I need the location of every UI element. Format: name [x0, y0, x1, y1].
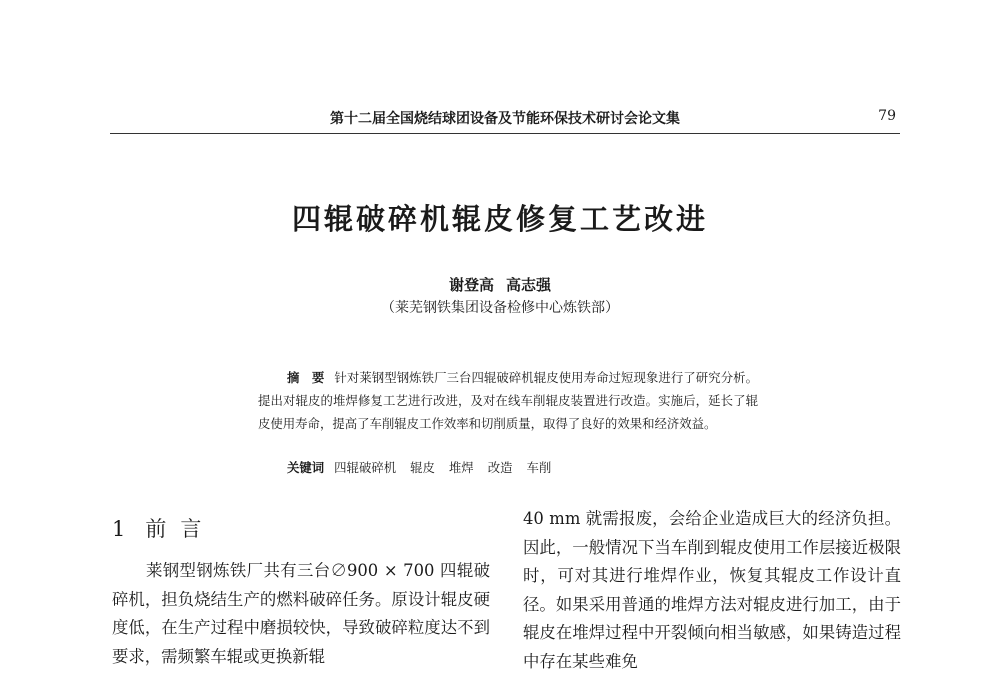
section-heading: [112, 513, 215, 543]
journal-title: 第十二届全国烧结球团设备及节能环保技术研讨会论文集: [330, 111, 680, 127]
keyword: 四辊破碎机: [334, 460, 397, 475]
left-column: [112, 557, 490, 671]
section-number: 1: [112, 517, 126, 541]
keyword: 改造: [487, 460, 513, 475]
authors: [0, 274, 1000, 295]
keyword: 堆焊: [448, 460, 474, 475]
abstract-label: 摘 要: [287, 370, 325, 385]
keywords: [287, 458, 565, 476]
keywords-label: 关键词: [287, 460, 325, 475]
section-title: 前言: [145, 517, 216, 541]
page-number: 79: [878, 108, 896, 124]
body-paragraph: 40 mm 就需报废，会给企业造成巨大的经济负担。因此，一般情况下当车削到辊皮使用工作层接近极限时，可对其进行堆焊作业，恢复其辊皮工作设计直径。如果采用普通的堆焊方法对辊皮进行加工，由于辊皮在堆焊过程中开裂倾向相当敏感，如果铸造过程中存在某些难免: [523, 509, 901, 671]
keyword: 辊皮: [410, 460, 435, 475]
keyword: 车削: [526, 460, 552, 475]
abstract: [258, 366, 758, 435]
right-column: [523, 505, 901, 676]
author-2: 高志强: [506, 276, 552, 294]
body-paragraph: 莱钢型钢炼铁厂共有三台∅900 × 700 四辊破碎机，担负烧结生产的燃料破碎任务。原设计辊皮硬度低，在生产过程中磨损较快，导致破碎粒度达不到要求，需频繁车辊或更换新辊: [112, 561, 490, 666]
header-rule: [110, 133, 900, 134]
author-1: 谢登高: [448, 276, 494, 294]
paper-title: 四辊破碎机辊皮修复工艺改进: [291, 202, 708, 236]
affiliation: （莱芜钢铁集团设备检修中心炼铁部）: [381, 300, 619, 316]
abstract-text: 针对莱钢型钢炼铁厂三台四辊破碎机辊皮使用寿命过短现象进行了研究分析。提出对辊皮的堆焊修复工艺进行改进，及对在线车削辊皮装置进行改造。实施后，延长了辊皮使用寿命，提高了车削辊皮工作效率和切削质量，取得了良好的效果和经济效益。: [258, 370, 759, 431]
running-header: [110, 108, 900, 130]
